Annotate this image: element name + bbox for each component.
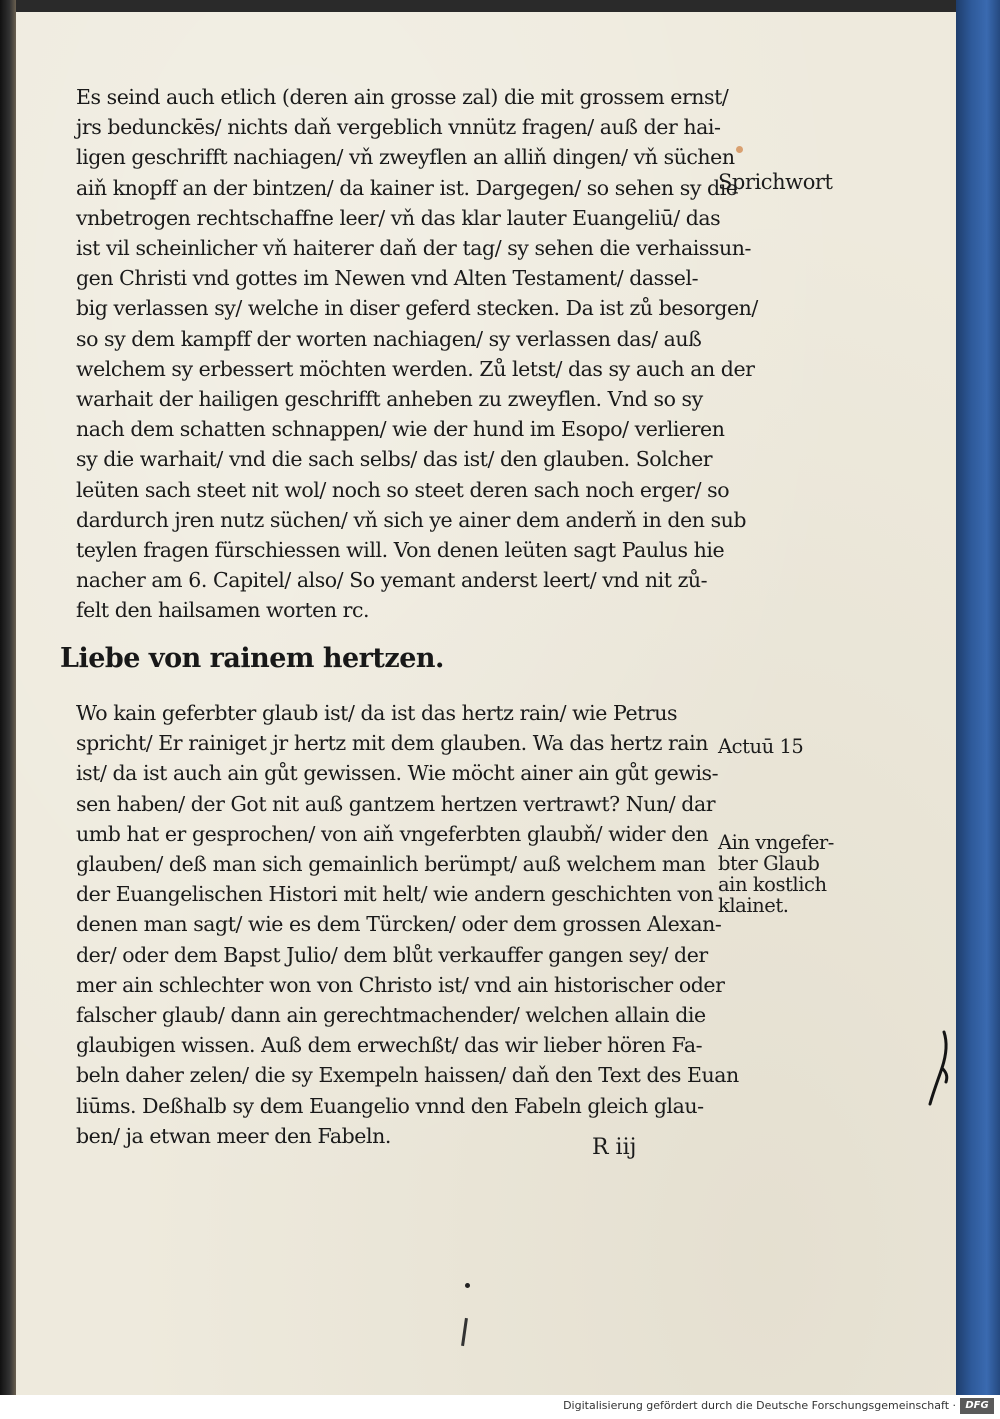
footer-bar xyxy=(0,1395,1000,1419)
paragraph2-line: ben/ ja etwan meer den Fabeln. xyxy=(76,1123,391,1148)
paragraph2-line: glaubigen wissen. Auß dem erwechßt/ das wir lieber hören Fa- xyxy=(76,1033,703,1058)
paragraph2-line: falscher glaub/ dann ain gerechtmachender/ welchen allain die xyxy=(76,1003,706,1028)
page-binding-edge xyxy=(0,0,16,1395)
paragraph1-line: ligen geschrifft nachiagen/ vň zweyflen an alliň dingen/ vň süchen xyxy=(76,145,735,170)
paragraph1-line: nacher am 6. Capitel/ also/ So yemant anderst leert/ vnd nit zů- xyxy=(76,568,708,593)
paragraph1-line: warhait der hailigen geschrifft anheben zu zweyflen. Vnd so sy xyxy=(76,387,703,412)
section-heading: Liebe von rainem hertzen. xyxy=(60,643,444,674)
paragraph1-line: vnbetrogen rechtschaffne leer/ vň das klar lauter Euangeliū/ das xyxy=(76,205,721,230)
paragraph1-line: welchem sy erbessert möchten werden. Zů letst/ das sy auch an der xyxy=(76,356,755,381)
paragraph1-line: ist vil scheinlicher vň haiterer daň der tag/ sy sehen die verhaissun- xyxy=(76,236,751,261)
dfg-logo: DFG xyxy=(960,1398,994,1414)
margin-scribble-icon xyxy=(926,1030,952,1110)
paragraph1-line: leüten sach steet nit wol/ noch so steet deren sach noch erger/ so xyxy=(76,477,730,502)
margin-note-line: Ain vngefer- xyxy=(718,831,834,854)
paragraph1-line: gen Christi vnd gottes im Newen vnd Alten Testament/ dassel- xyxy=(76,266,699,291)
margin-note-line: klainet. xyxy=(718,894,789,917)
paragraph2-line: ist/ da ist auch ain gůt gewissen. Wie möcht ainer ain gůt gewis- xyxy=(76,761,719,786)
paragraph2-line: liūms. Deßhalb sy dem Euangelio vnnd den Fabeln gleich glau- xyxy=(76,1093,704,1118)
paragraph-2 xyxy=(76,698,739,1151)
paragraph1-line: jrs bedunckēs/ nichts daň vergeblich vnnütz fragen/ auß der hai- xyxy=(76,115,721,140)
paragraph1-line: felt den hailsamen worten rc. xyxy=(76,598,370,623)
paragraph1-line: so sy dem kampff der worten nachiagen/ sy verlassen das/ auß xyxy=(76,326,702,351)
paragraph1-line: teylen fragen fürschiessen will. Von denen leüten sagt Paulus hie xyxy=(76,538,725,563)
paragraph2-line: Wo kain geferbter glaub ist/ da ist das hertz rain/ wie Petrus xyxy=(76,701,678,725)
paragraph2-line: umb hat er gesprochen/ von aiň vngeferbten glaubň/ wider den xyxy=(76,821,709,846)
paragraph1-line: sy die warhait/ vnd die sach selbs/ das ist/ den glauben. Solcher xyxy=(76,447,713,472)
paragraph2-line: glauben/ deß man sich gemainlich berümpt/ auß welchem man xyxy=(76,852,706,877)
margin-note-sprichwort xyxy=(718,172,832,193)
ink-dot xyxy=(465,1283,470,1288)
paragraph2-line: beln daher zelen/ die sy Exempeln haissen/ daň den Text des Euan xyxy=(76,1063,739,1088)
paragraph2-line: sen haben/ der Got nit auß gantzem hertzen vertrawt? Nun/ dar xyxy=(76,791,716,816)
margin-note-line: bter Glaub xyxy=(718,852,820,875)
paragraph-1 xyxy=(76,82,758,626)
paragraph2-line: spricht/ Er rainiget jr hertz mit dem glauben. Wa das hertz rain xyxy=(76,731,708,756)
paragraph2-line: der Euangelischen Histori mit helt/ wie andern geschichten von xyxy=(76,882,714,907)
margin-note-glaub xyxy=(718,832,834,916)
page-margin-blue-edge xyxy=(956,0,1000,1395)
margin-note-line: Actuū 15 xyxy=(718,735,804,758)
signature-mark: R iij xyxy=(592,1135,637,1160)
paragraph2-line: mer ain schlechter won von Christo ist/ vnd ain historischer oder xyxy=(76,972,725,997)
ink-stain xyxy=(736,146,743,153)
paragraph1-line: Es seind auch etlich (deren ain grosse zal) die mit grossem ernst/ xyxy=(76,85,729,109)
paragraph1-line: aiň knopff an der bintzen/ da kainer ist. Dargegen/ so sehen sy die xyxy=(76,175,738,200)
footer-credit: Digitalisierung gefördert durch die Deutsche Forschungsgemeinschaft · xyxy=(563,1399,956,1412)
margin-note-line: ain kostlich xyxy=(718,873,827,896)
margin-note-actuum xyxy=(718,736,803,757)
margin-note-line: Sprichwort xyxy=(718,170,833,194)
paragraph1-line: nach dem schatten schnappen/ wie der hund im Esopo/ verlieren xyxy=(76,417,725,442)
paragraph2-line: der/ oder dem Bapst Julio/ dem blůt verkauffer gangen sey/ der xyxy=(76,942,708,967)
paragraph1-line: big verlassen sy/ welche in diser geferd stecken. Da ist zů besorgen/ xyxy=(76,296,758,321)
paragraph2-line: denen man sagt/ wie es dem Türcken/ oder dem grossen Alexan- xyxy=(76,912,722,937)
paragraph1-line: dardurch jren nutz süchen/ vň sich ye ainer dem anderň in den sub xyxy=(76,507,747,532)
